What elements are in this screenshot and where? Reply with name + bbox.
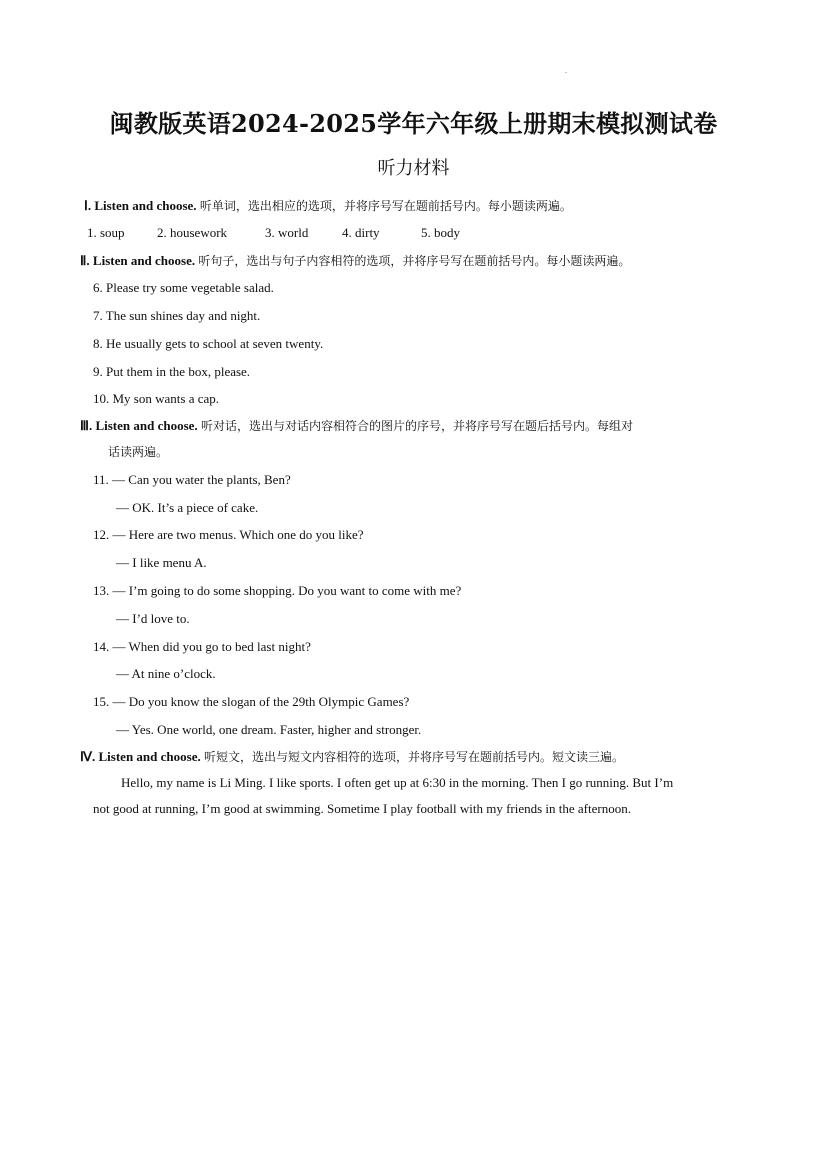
section-3-number: Ⅲ. (80, 418, 93, 433)
section-1-instruction-zh: 听单词，选出相应的选项，并将序号写在题前括号内。每小题读两遍。 (199, 199, 572, 213)
word-item: 5. body (421, 225, 460, 240)
section-2-heading (80, 252, 630, 270)
section-3-instruction-zh-line2: 话读两遍。 (108, 445, 169, 459)
section-1-number: Ⅰ. (84, 198, 92, 213)
section-3-instruction-en: Listen and choose. (95, 418, 198, 433)
sentence-item: 9. Put them in the box, please. (93, 364, 251, 379)
section-2-number: Ⅱ. (80, 253, 90, 268)
section-1-heading (84, 197, 572, 215)
section-4-heading (80, 748, 624, 766)
dialog-question: 14. — When did you go to bed last night? (93, 639, 311, 654)
dialog-question: 12. — Here are two menus. Which one do you like? (93, 527, 364, 542)
section-1-instruction-en: Listen and choose. (94, 198, 197, 213)
page-title: 闽教版英语2024-2025学年六年级上册期末模拟测试卷 (109, 109, 718, 138)
dialog-answer: — OK. It’s a piece of cake. (116, 500, 259, 515)
dialog-question: 15. — Do you know the slogan of the 29th Olympic Games? (93, 694, 410, 709)
word-item: 3. world (265, 225, 309, 240)
dialog-answer: — At nine o’clock. (116, 666, 216, 681)
section-2-instruction-en: Listen and choose. (92, 253, 196, 268)
dialog-answer: — I’d love to. (116, 611, 190, 626)
sentence-item: 8. He usually gets to school at seven twenty. (93, 336, 324, 351)
section-4-instruction-zh: 听短文，选出与短文内容相符的选项，并将序号写在题前括号内。短文读三遍。 (203, 750, 624, 764)
passage-line-2: not good at running, I’m good at swimming. Sometime I play football with my friends in the afternoon. (93, 801, 631, 816)
dialog-question: 13. — I’m going to do some shopping. Do you want to come with me? (93, 583, 462, 598)
passage-line-1: Hello, my name is Li Ming. I like sports. I often get up at 6:30 in the morning. Then I go running. But I’m (121, 775, 674, 790)
word-item: 4. dirty (342, 225, 380, 240)
word-item: 2. housework (157, 225, 228, 240)
section-2-instruction-zh: 听句子，选出与句子内容相符的选项，并将序号写在题前括号内。每小题读两遍。 (198, 254, 631, 268)
sentence-item: 10. My son wants a cap. (93, 391, 220, 406)
section-1-word-list (87, 224, 460, 241)
dialog-answer: — I like menu A. (116, 555, 207, 570)
page-subtitle: 听力材料 (377, 158, 450, 179)
sentence-item: 6. Please try some vegetable salad. (93, 280, 274, 295)
section-4-number: Ⅳ. (80, 749, 96, 764)
dialog-question: 11. — Can you water the plants, Ben? (93, 472, 291, 487)
section-3-heading (80, 417, 633, 435)
section-4-instruction-en: Listen and choose. (98, 749, 201, 764)
page-dot: . (565, 66, 567, 75)
section-3-instruction-zh: 听对话，选出与对话内容相符合的图片的序号，并将序号写在题后括号内。每组对 (200, 419, 633, 433)
section-3-instruction-zh-cont (108, 443, 168, 461)
word-item: 1. soup (87, 225, 125, 240)
dialog-answer: — Yes. One world, one dream. Faster, higher and stronger. (116, 722, 422, 737)
sentence-item: 7. The sun shines day and night. (93, 308, 261, 323)
